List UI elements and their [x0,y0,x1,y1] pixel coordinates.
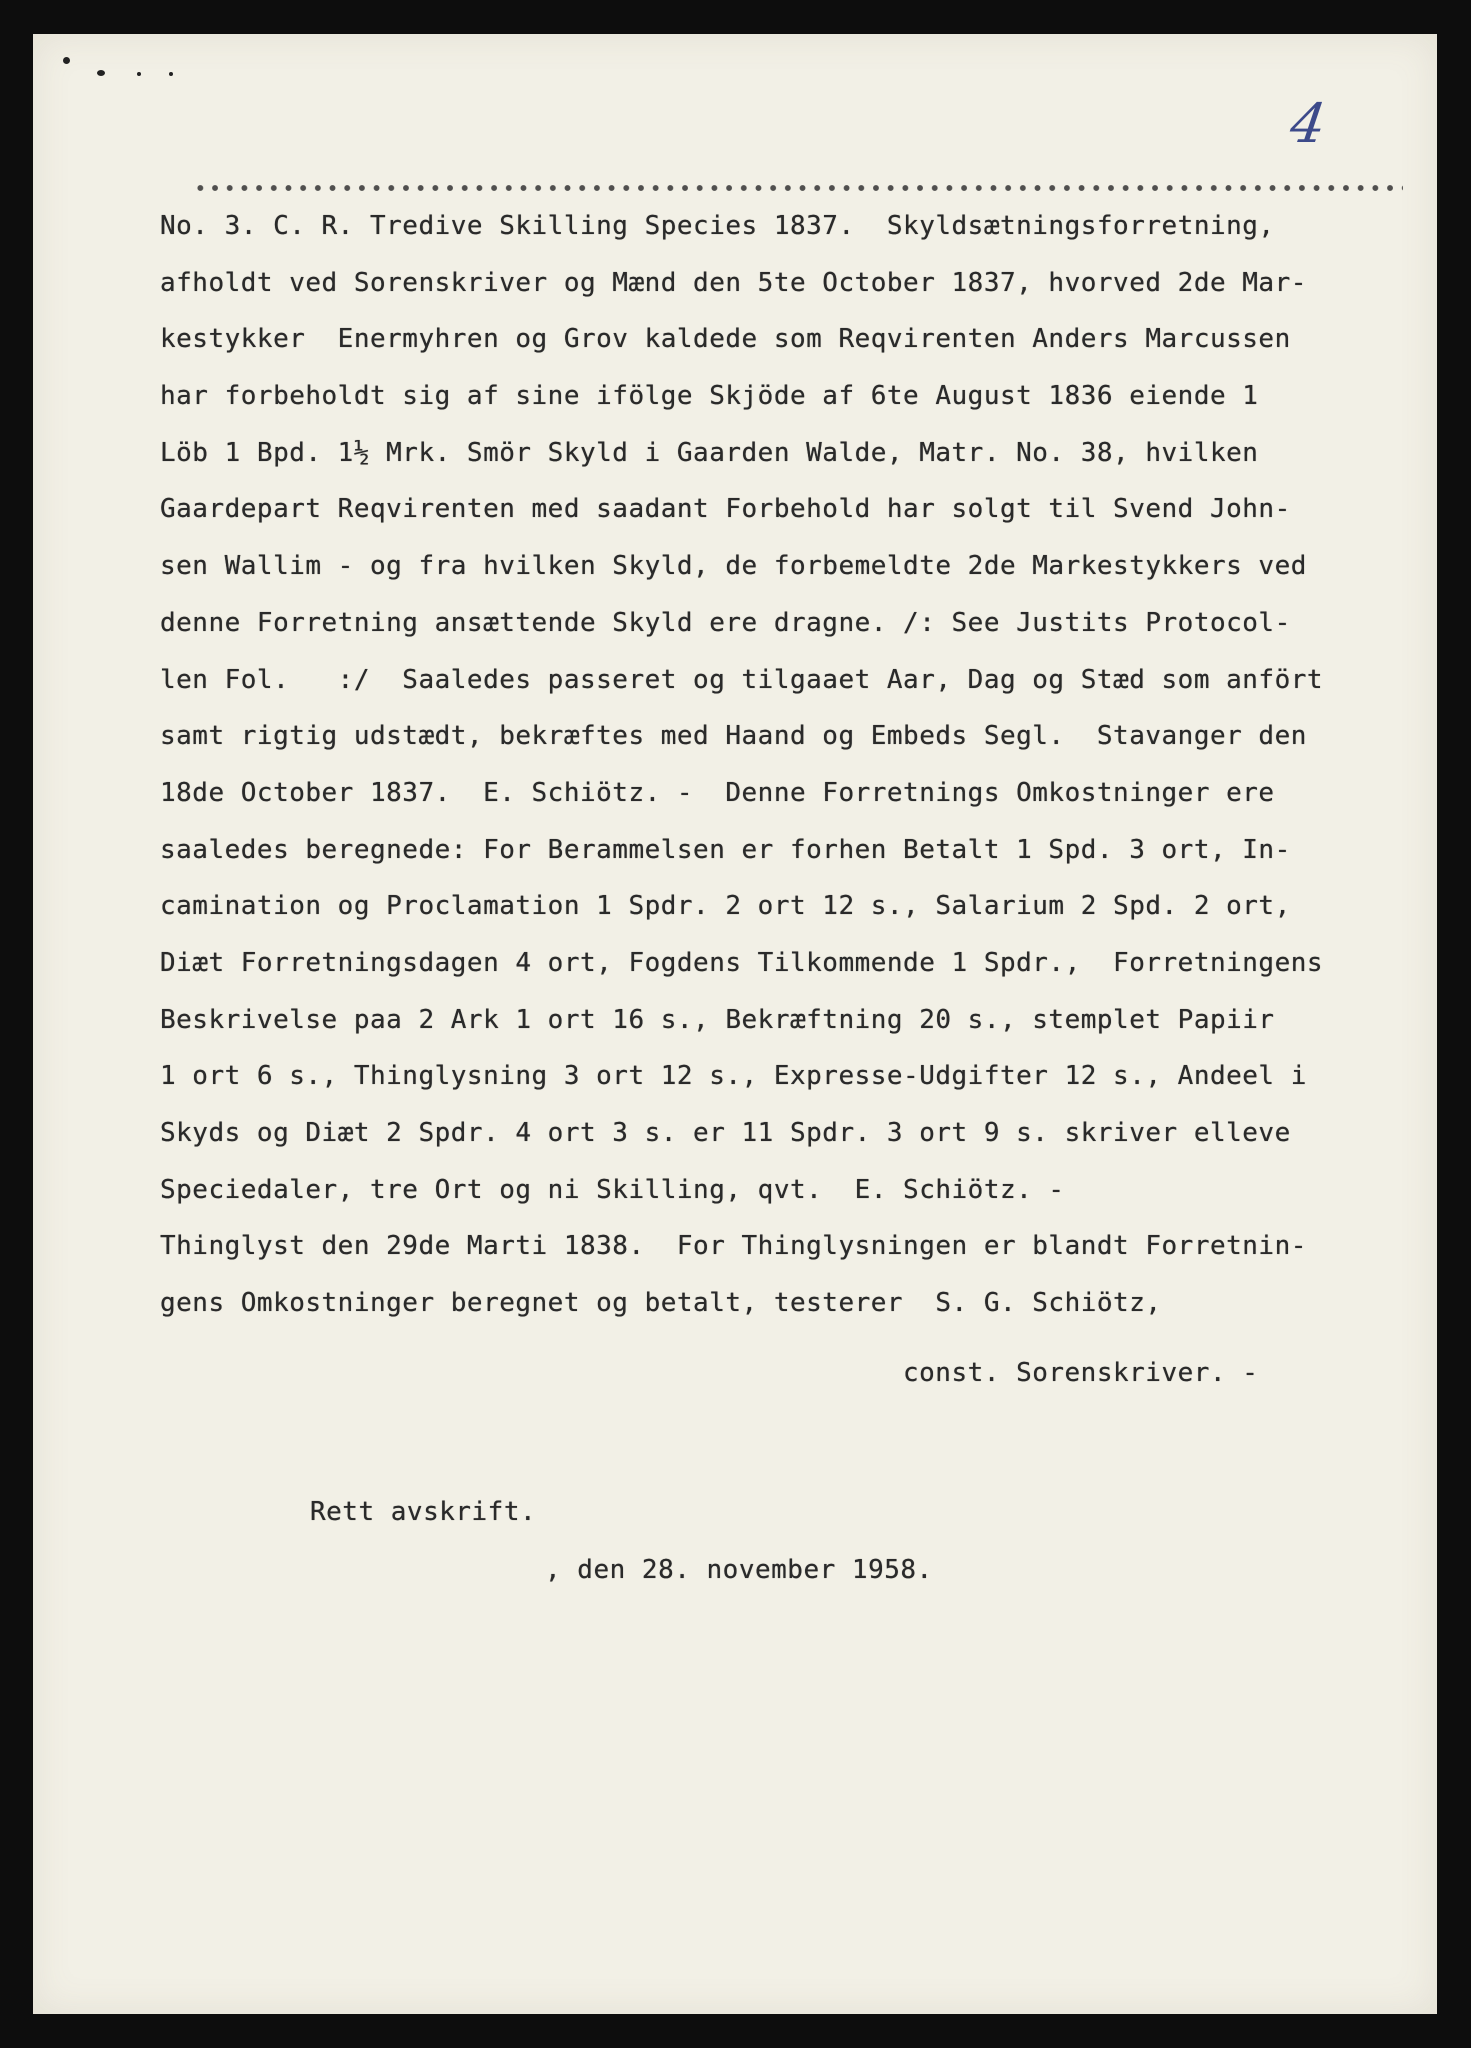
punch-mark [169,72,173,76]
text-line: sen Wallim - og fra hvilken Skyld, de forbemeldte 2de Markestykkers ved [160,551,1307,582]
date-line: , den 28. november 1958. [545,1555,933,1585]
page-number: 4 [1286,92,1330,155]
text-line: 1 ort 6 s., Thinglysning 3 ort 12 s., Expresse-Udgifter 12 s., Andeel i [160,1061,1307,1092]
dotted-separator [193,182,1403,194]
text-line: saaledes beregnede: For Berammelsen er forhen Betalt 1 Spd. 3 ort, In- [160,834,1291,865]
text-line: len Fol. :/ Saaledes passeret og tilgaaet Aar, Dag og Stæd som anfört [160,664,1324,695]
text-line: kestykker Enermyhren og Grov kaldede som Reqvirenten Anders Marcussen [160,324,1291,355]
text-line: Diæt Forretningsdagen 4 ort, Fogdens Tilkommende 1 Spdr., Forretningens [160,947,1324,978]
text-line: Löb 1 Bpd. 1½ Mrk. Smör Skyld i Gaarden Walde, Matr. No. 38, hvilken [160,437,1259,468]
signature-title: const. Sorenskriver. - [903,1358,1259,1388]
text-line: har forbeholdt sig af sine ifölge Skjöde af 6te August 1836 eiende 1 [160,381,1259,412]
text-line: 18de October 1837. E. Schiötz. - Denne Forretnings Omkostninger ere [160,777,1275,808]
text-line: Speciedaler, tre Ort og ni Skilling, qvt. E. Schiötz. - [160,1174,1065,1205]
attestation-text: Rett avskrift. [310,1497,537,1527]
text-line: No. 3. C. R. Tredive Skilling Species 1837. Skyldsætningsforretning, [160,211,1275,241]
punch-mark [97,70,105,76]
document-body [160,198,1420,1332]
text-line: Gaardepart Reqvirenten med saadant Forbehold har solgt til Svend John- [160,494,1291,525]
punch-mark [63,57,70,64]
text-line: gens Omkostninger beregnet og betalt, testerer S. G. Schiötz, [160,1288,1162,1319]
text-line: denne Forretning ansættende Skyld ere dragne. /: See Justits Protocol- [160,607,1291,638]
text-line: Beskrivelse paa 2 Ark 1 ort 16 s., Bekræftning 20 s., stemplet Papiir [160,1004,1275,1035]
punch-mark [137,72,141,76]
text-line: afholdt ved Sorenskriver og Mænd den 5te October 1837, hvorved 2de Mar- [160,267,1307,298]
text-line: Thinglyst den 29de Marti 1838. For Thinglysningen er blandt Forretnin- [160,1231,1307,1262]
text-line: Skyds og Diæt 2 Spdr. 4 ort 3 s. er 11 Spdr. 3 ort 9 s. skriver elleve [160,1118,1291,1148]
text-line: camination og Proclamation 1 Spdr. 2 ort 12 s., Salarium 2 Spd. 2 ort, [160,891,1291,922]
text-line: samt rigtig udstædt, bekræftes med Haand og Embeds Segl. Stavanger den [160,721,1307,752]
